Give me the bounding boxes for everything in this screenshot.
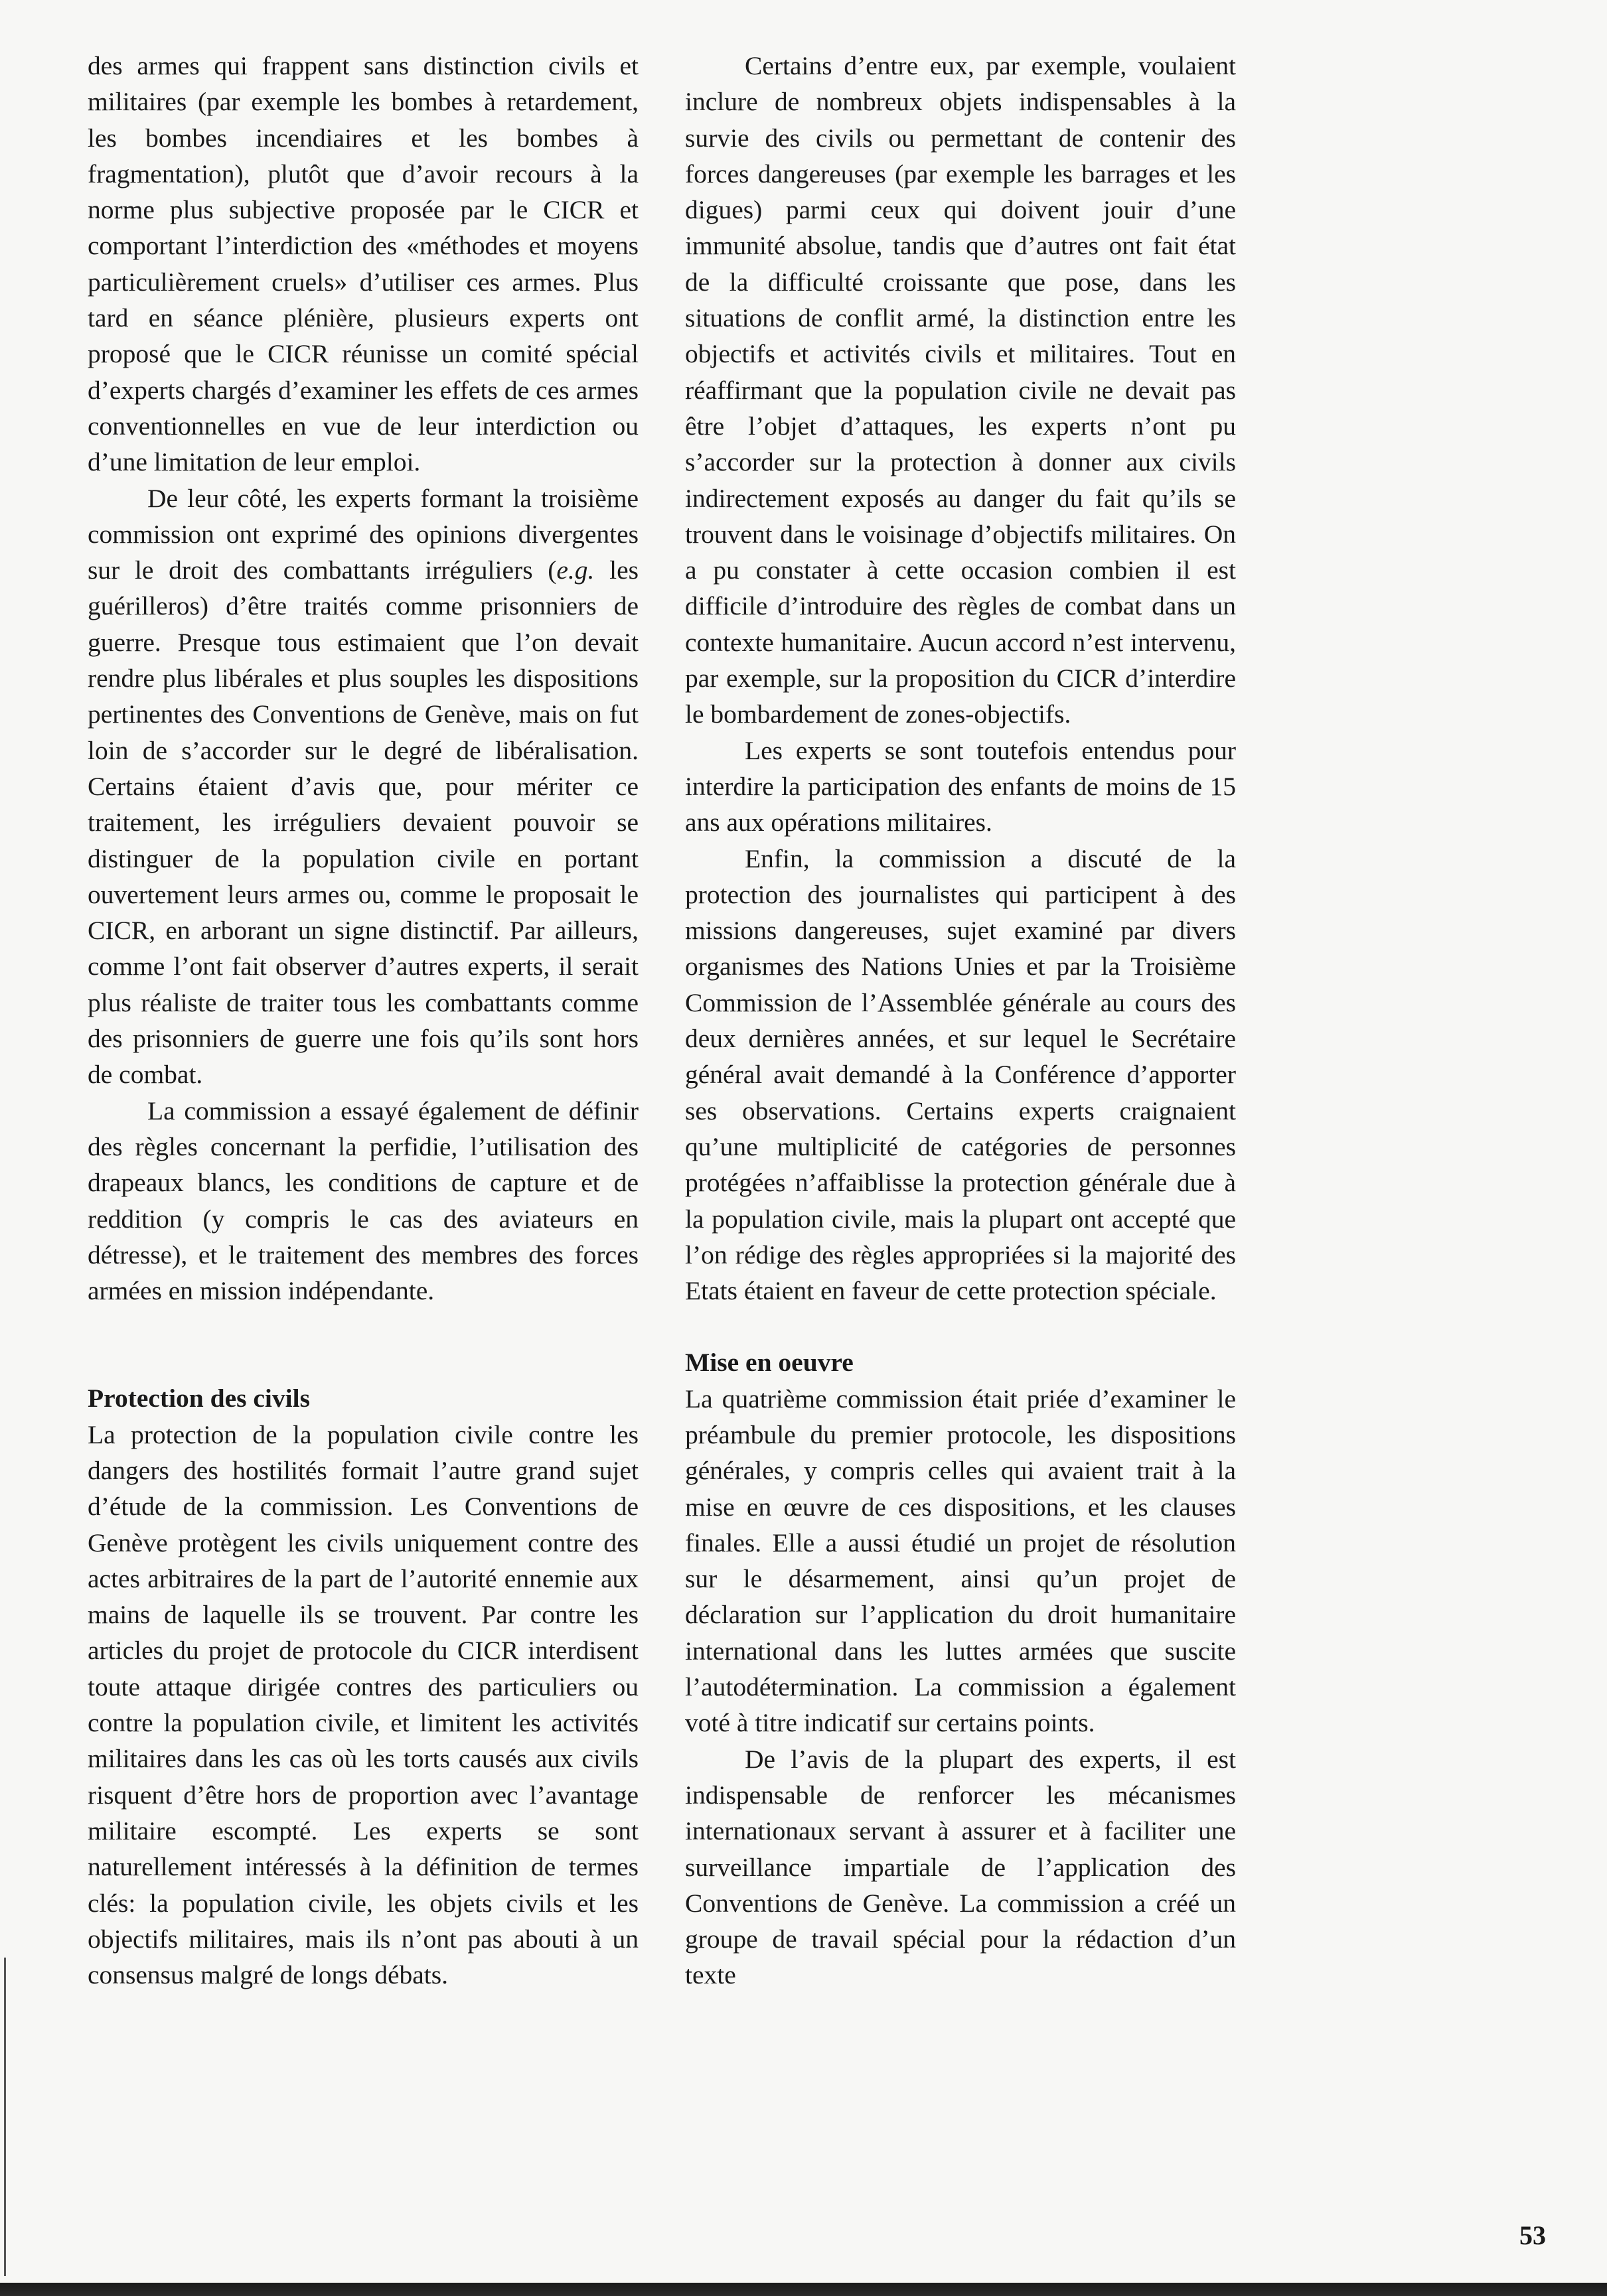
section-heading: Protection des civils [88, 1384, 310, 1413]
paragraph: Enfin, la commission a discuté de la protection des journalistes qui participent à des missions dangereuses, sujet examiné par divers organismes des Nations Unies et par la Troisième Commission de l’Assemblée générale au cours des deux dernières années, et sur lequel le Secrétaire général avait demandé à la Conférence d’apporter ses observations. Certains experts craignaient qu’une multiplicité de catégories de personnes protégées n’affaiblisse la protection générale due à la population civile, mais la plupart ont accepté que l’on rédige des règles appropriées si la majorité des Etats étaient en faveur de cette protection spéciale. [685, 843, 1236, 1306]
paragraph: Certains d’entre eux, par exemple, voulaient inclure de nombreux objets indispensables à la survie des civils ou permettant de contenir des forces dangereuses (par exemple les barrages et les digues) parmi ceux qui doivent jouir d’une immunité absolue, tandis que d’autres ont fait état de la difficulté croissante que pose, dans les situations de conflit armé, la distinction entre les objectifs et activités civils et militaires. Tout en réaffirmant que la population civile ne devait pas être l’objet d’attaques, les experts n’ont pu s’accorder sur la protection à donner aux civils indirectement exposés au danger du fait qu’ils se trouvent dans le voisinage d’objectifs militaires. On a pu constater à cette occasion combien il est difficile d’introduire des règles de combat dans un contexte humanitaire. Aucun accord n’est intervenu, par exemple, sur la proposition du CICR d’interdire le bombardement de zones-objectifs. [685, 51, 1236, 729]
bottom-scan-border [0, 2283, 1607, 2296]
paragraph: De l’avis de la plupart des experts, il est indispensable de renforcer les mécanismes internationaux servant à assurer et à faciliter une surveillance impartiale de l’application des Conventions de Genève. La commission a créé un groupe de travail spécial pour la rédaction d’un texte [685, 1744, 1236, 1990]
spacer [685, 1309, 1236, 1344]
section-heading: Mise en oeuvre [685, 1348, 854, 1378]
paragraph: Les experts se sont toutefois entendus pour interdire la participation des enfants de moins de 15 ans aux opérations militaires. [685, 735, 1236, 837]
paragraph: La commission a essayé également de définir des règles concernant la perfidie, l’utilisation des drapeaux blancs, les conditions de capture et de reddition (y compris le cas des aviateurs en détresse), et le traitement des membres des forces armées en mission indépendante. [88, 1096, 639, 1306]
text-span: les guérilleros) d’être traités comme prisonniers de guerre. Presque tous estimaient que l’on devait rendre plus libérales et plus souples les dispositions pertinentes des Conventions de Genève, mais on fut loin de s’accorder sur le degré de libéralisation. Certains étaient d’avis que, pour mériter ce traitement, les irréguliers devaient pouvoir se distinguer de la population civile en portant ouvertement leurs armes ou, comme le proposait le CICR, en arborant un signe distinctif. Par ailleurs, comme l’ont fait observer d’autres experts, il serait plus réaliste de traiter tous les combattants comme des prisonniers de guerre une fois qu’ils sont hors de combat. [88, 555, 639, 1090]
paragraph: des armes qui frappent sans distinction civils et militaires (par exemple les bombes à retardement, les bombes incendiaires et les bombes à fragmentation), plutôt que d’avoir recours à la norme plus subjective proposée par le CICR et comportant l’interdiction des «méthodes et moyens particulièrement cruels» d’utiliser ces armes. Plus tard en séance plénière, plusieurs experts ont proposé que le CICR réunisse un comité spécial d’experts chargés d’examiner les effets de ces armes conventionnelles en vue de leur interdiction ou d’une limitation de leur emploi. [88, 51, 639, 477]
paragraph [88, 480, 639, 1093]
paragraph: La quatrième commission était priée d’examiner le préambule du premier protocole, les dispositions générales, y compris celles qui avaient trait à la mise en œuvre de ces dispositions, et les clauses finales. Elle a aussi étudié un projet de résolution sur le désarmement, ainsi qu’un projet de déclaration sur l’application du droit humanitaire international dans les luttes armées que suscite l’autodétermination. La commission a également voté à titre indicatif sur certains points. [685, 1384, 1236, 1738]
text-span: De leur côté, les experts formant la troisième commission ont exprimé des opinions divergentes sur le droit des combattants irréguliers ( [88, 483, 639, 585]
paragraph: La protection de la population civile contre les dangers des hostilités formait l’autre grand sujet d’étude de la commission. Les Conventions de Genève protègent les civils uniquement contre des actes arbitraires de la part de l’autorité ennemie aux mains de laquelle ils se trouvent. Par contre les articles du projet de protocole du CICR interdisent toute attaque dirigée contres des particuliers ou contre la population civile, et limitent les activités militaires dans les cas où les torts causés aux civils risquent d’être hors de proportion avec l’avantage militaire escompté. Les experts se sont naturellement intéressés à la définition de termes clés: la population civile, les objets civils et les objectifs militaires, mais ils n’ont pas abouti à un consensus malgré de longs débats. [88, 1419, 639, 1990]
page-number: 53 [1519, 2220, 1546, 2250]
spacer [88, 1309, 639, 1380]
right-column [685, 48, 1236, 1993]
italic-text: e.g. [556, 555, 595, 585]
left-column [88, 48, 639, 1993]
scan-edge-line [4, 1958, 6, 2276]
